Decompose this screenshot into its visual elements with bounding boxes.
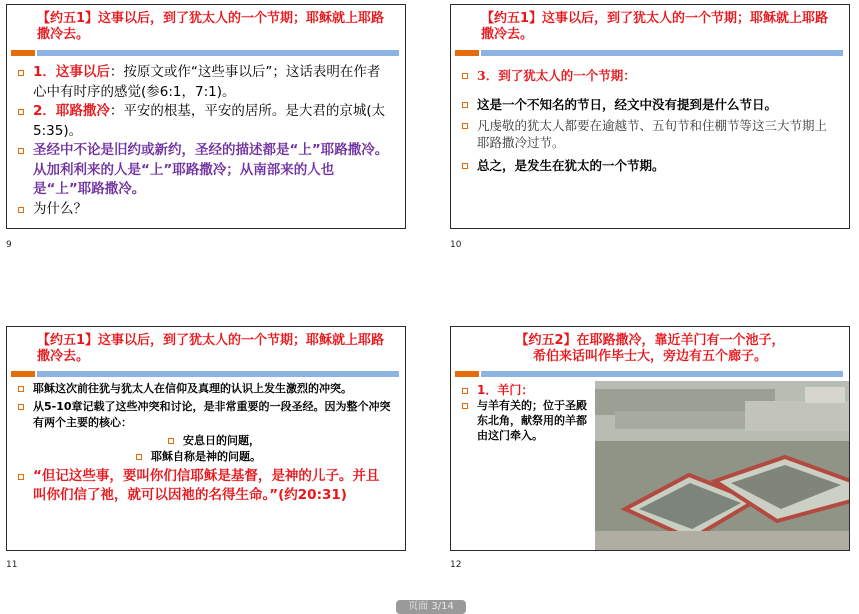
accent-bar: [455, 371, 479, 377]
square-bullet-icon: [462, 403, 468, 409]
pool-model-photo: [595, 381, 850, 551]
square-bullet-icon: [462, 102, 468, 108]
list-item: [461, 157, 835, 174]
slide-number: 9: [6, 240, 12, 250]
bullet-text: 总之，是发生在犹太的一个节期。: [477, 158, 665, 173]
list-item: [17, 200, 391, 220]
divider-bar: [37, 50, 399, 56]
accent-bar: [455, 50, 479, 56]
list-item: [461, 96, 835, 113]
slide-title: [471, 333, 829, 365]
bullet-text: 凡虔敬的犹太人都要在逾越节、五旬节和住棚节等这三大节期上耶路撒冷过节。: [477, 118, 828, 150]
slide-number: 11: [6, 560, 18, 570]
bullet-text: 1．羊门：: [477, 383, 534, 397]
bullet-label: 2．耶路撒冷: [33, 103, 110, 119]
bullet-text: 3．到了犹太人的一个节期：: [477, 68, 636, 83]
list-item: [17, 467, 391, 505]
divider-bar: [481, 371, 843, 377]
accent-bar: [11, 371, 35, 377]
title-line: 【约五2】在耶路撒冷，靠近羊门有一个池子，: [515, 333, 785, 348]
page-indicator: 页面 3/14: [396, 600, 466, 614]
slide-10[interactable]: [450, 4, 850, 229]
accent-bar: [11, 50, 35, 56]
slide-title: 【约五1】这事以后，到了犹太人的一个节期；耶稣就上耶路撒冷去。: [37, 11, 385, 42]
square-bullet-icon: [18, 148, 24, 154]
bullet-text: 耶稣这次前往犹与犹太人在信仰及真理的认识上发生激烈的冲突。: [33, 382, 352, 395]
slide-12[interactable]: [450, 326, 850, 551]
slide-number: 10: [450, 240, 462, 250]
list-item: [461, 67, 835, 84]
square-bullet-icon: [462, 73, 468, 79]
list-item: [461, 383, 587, 398]
square-bullet-icon: [136, 454, 142, 460]
square-bullet-icon: [18, 207, 24, 213]
bullet-text: 为什么？: [33, 200, 87, 217]
square-bullet-icon: [18, 70, 24, 76]
list-item: [17, 63, 391, 102]
divider-bar: [481, 50, 843, 56]
bullet-text: 这是一个不知名的节日，经文中没有提到是什么节日。: [477, 97, 778, 112]
list-item: [461, 117, 835, 151]
list-item: [167, 433, 391, 449]
square-bullet-icon: [168, 438, 174, 444]
pool-of-bethesda-image: [595, 381, 850, 551]
bullet-label: 1．这事以后: [33, 64, 110, 80]
bullet-text: 与羊有关的；位于圣殿东北角，献祭用的羊都由这门牵入。: [477, 399, 587, 442]
divider-bar: [37, 371, 399, 377]
list-item: [17, 141, 391, 200]
square-bullet-icon: [18, 386, 24, 392]
bullet-text: 耶稣自称是神的问题。: [151, 450, 261, 463]
list-item: [17, 399, 391, 431]
square-bullet-icon: [462, 123, 468, 129]
bullet-text: “但记这些事，要叫你们信耶稣是基督，是神的儿子。并且叫你们信了祂，就可以因祂的名得生命。”(约20:31): [33, 468, 380, 503]
square-bullet-icon: [462, 163, 468, 169]
slide-number: 12: [450, 560, 462, 570]
list-item: [135, 449, 391, 465]
square-bullet-icon: [18, 109, 24, 115]
list-item: [17, 102, 391, 141]
square-bullet-icon: [462, 388, 468, 394]
slide-title: 【约五1】这事以后，到了犹太人的一个节期；耶稣就上耶路撒冷去。: [37, 333, 385, 364]
square-bullet-icon: [18, 404, 24, 410]
slide-11[interactable]: [6, 326, 406, 551]
square-bullet-icon: [18, 474, 24, 480]
bullet-text: 圣经中不论是旧约或新约，圣经的描述都是“上”耶路撒冷。从加利利来的人是“上”耶路撒冷；从南部来的人也是“上”耶路撒冷。: [33, 142, 389, 197]
slide-9[interactable]: [6, 4, 406, 229]
title-line: 希伯来话叫作毕士大，旁边有五个廊子。: [532, 349, 767, 364]
bullet-text: 从5-10章记载了这些冲突和讨论，是非常重要的一段圣经。因为整个冲突有两个主要的核心：: [33, 400, 391, 429]
bullet-text: ：平安的根基，平安的居所。是大君的京城(太5:35)。: [33, 103, 386, 139]
list-item: [461, 398, 587, 443]
slide-title: 【约五1】这事以后，到了犹太人的一个节期；耶稣就上耶路撒冷去。: [481, 11, 829, 42]
bullet-text: ：按原文或作“这些事以后”；这话表明在作者心中有时序的感觉(参6:1，7:1)。: [33, 64, 381, 100]
bullet-text: 安息日的问题，: [183, 434, 260, 447]
list-item: [17, 381, 391, 397]
